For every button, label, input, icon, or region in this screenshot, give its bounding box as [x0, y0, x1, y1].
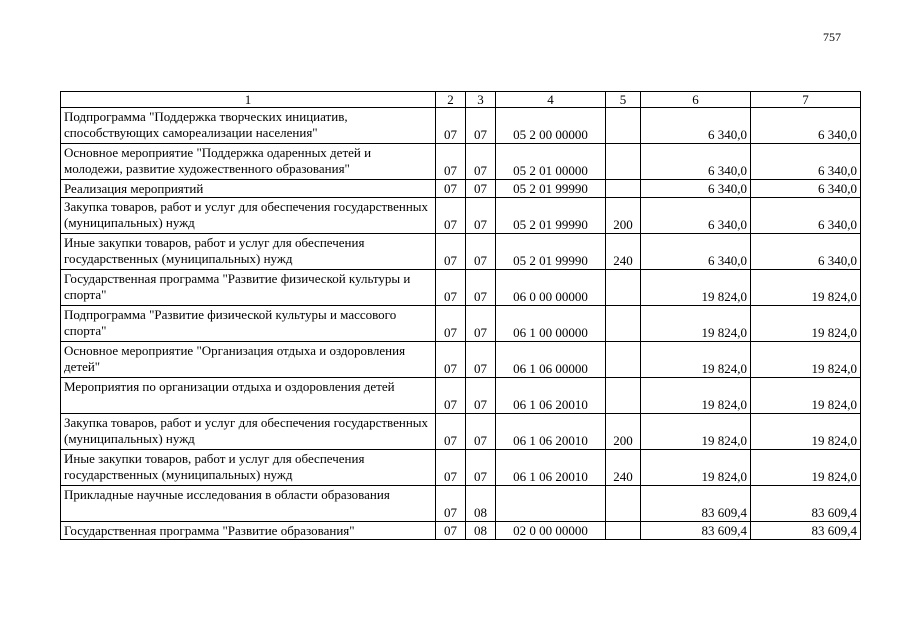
cell-amount-1: 6 340,0 [641, 180, 751, 198]
cell-section: 07 [436, 234, 466, 270]
table-row [61, 198, 861, 234]
column-header-expense-type: 5 [606, 92, 641, 108]
budget-table [60, 91, 861, 540]
cell-expense-type [606, 144, 641, 180]
cell-amount-2: 83 609,4 [751, 522, 861, 540]
cell-name: Подпрограмма "Развитие физической культуры и массового спорта" [61, 306, 436, 342]
cell-section: 07 [436, 306, 466, 342]
cell-amount-2: 19 824,0 [751, 378, 861, 414]
cell-expense-type: 200 [606, 414, 641, 450]
cell-target-article: 06 1 00 00000 [496, 306, 606, 342]
column-header-target-article: 4 [496, 92, 606, 108]
cell-target-article: 06 0 00 00000 [496, 270, 606, 306]
cell-name: Иные закупки товаров, работ и услуг для обеспечения государственных (муниципальных) нужд [61, 234, 436, 270]
table-row [61, 108, 861, 144]
column-header-name: 1 [61, 92, 436, 108]
page-number: 757 [823, 30, 841, 44]
table-row [61, 522, 861, 540]
cell-amount-2: 6 340,0 [751, 180, 861, 198]
cell-section: 07 [436, 144, 466, 180]
cell-subsection: 07 [466, 198, 496, 234]
cell-subsection: 07 [466, 306, 496, 342]
cell-expense-type [606, 270, 641, 306]
cell-subsection: 07 [466, 108, 496, 144]
cell-target-article: 05 2 01 00000 [496, 144, 606, 180]
cell-amount-2: 6 340,0 [751, 234, 861, 270]
cell-target-article: 06 1 06 00000 [496, 342, 606, 378]
table-row [61, 378, 861, 414]
cell-name: Основное мероприятие "Организация отдыха и оздоровления детей" [61, 342, 436, 378]
cell-expense-type [606, 342, 641, 378]
cell-target-article: 05 2 00 00000 [496, 108, 606, 144]
cell-name: Закупка товаров, работ и услуг для обеспечения государственных (муниципальных) нужд [61, 414, 436, 450]
cell-name: Государственная программа "Развитие образования" [61, 522, 436, 540]
cell-target-article: 05 2 01 99990 [496, 198, 606, 234]
cell-amount-1: 19 824,0 [641, 414, 751, 450]
cell-amount-1: 6 340,0 [641, 144, 751, 180]
cell-subsection: 07 [466, 342, 496, 378]
cell-subsection: 07 [466, 180, 496, 198]
cell-target-article: 05 2 01 99990 [496, 234, 606, 270]
cell-amount-2: 6 340,0 [751, 144, 861, 180]
cell-section: 07 [436, 486, 466, 522]
cell-amount-1: 6 340,0 [641, 108, 751, 144]
cell-name: Закупка товаров, работ и услуг для обеспечения государственных (муниципальных) нужд [61, 198, 436, 234]
cell-amount-2: 6 340,0 [751, 108, 861, 144]
cell-expense-type [606, 522, 641, 540]
cell-amount-1: 83 609,4 [641, 486, 751, 522]
cell-expense-type: 240 [606, 234, 641, 270]
table-row [61, 180, 861, 198]
cell-amount-2: 19 824,0 [751, 414, 861, 450]
table-header-row [61, 92, 861, 108]
cell-section: 07 [436, 450, 466, 486]
cell-amount-1: 19 824,0 [641, 270, 751, 306]
cell-target-article: 06 1 06 20010 [496, 414, 606, 450]
table-body [61, 108, 861, 540]
cell-subsection: 08 [466, 522, 496, 540]
cell-name: Основное мероприятие "Поддержка одаренных детей и молодежи, развитие художественного образования" [61, 144, 436, 180]
table-row [61, 414, 861, 450]
column-header-subsection: 3 [466, 92, 496, 108]
cell-target-article: 06 1 06 20010 [496, 378, 606, 414]
cell-subsection: 07 [466, 414, 496, 450]
cell-name: Реализация мероприятий [61, 180, 436, 198]
cell-section: 07 [436, 108, 466, 144]
cell-expense-type [606, 108, 641, 144]
table-row [61, 486, 861, 522]
cell-expense-type [606, 306, 641, 342]
cell-section: 07 [436, 180, 466, 198]
column-header-amount-1: 6 [641, 92, 751, 108]
cell-section: 07 [436, 414, 466, 450]
cell-amount-2: 19 824,0 [751, 306, 861, 342]
cell-amount-1: 19 824,0 [641, 378, 751, 414]
cell-amount-2: 6 340,0 [751, 198, 861, 234]
cell-target-article: 06 1 06 20010 [496, 450, 606, 486]
cell-name: Иные закупки товаров, работ и услуг для обеспечения государственных (муниципальных) нужд [61, 450, 436, 486]
table-row [61, 306, 861, 342]
cell-target-article [496, 486, 606, 522]
cell-expense-type: 200 [606, 198, 641, 234]
cell-expense-type [606, 180, 641, 198]
cell-section: 07 [436, 270, 466, 306]
cell-target-article: 05 2 01 99990 [496, 180, 606, 198]
cell-section: 07 [436, 378, 466, 414]
cell-amount-2: 19 824,0 [751, 342, 861, 378]
cell-amount-1: 19 824,0 [641, 342, 751, 378]
cell-section: 07 [436, 198, 466, 234]
cell-subsection: 07 [466, 234, 496, 270]
table-row [61, 270, 861, 306]
cell-section: 07 [436, 342, 466, 378]
cell-amount-2: 83 609,4 [751, 486, 861, 522]
table-row [61, 144, 861, 180]
cell-name: Государственная программа "Развитие физической культуры и спорта" [61, 270, 436, 306]
column-header-amount-2: 7 [751, 92, 861, 108]
cell-expense-type [606, 486, 641, 522]
cell-amount-1: 6 340,0 [641, 198, 751, 234]
column-header-section: 2 [436, 92, 466, 108]
table-row [61, 342, 861, 378]
cell-target-article: 02 0 00 00000 [496, 522, 606, 540]
cell-section: 07 [436, 522, 466, 540]
cell-amount-2: 19 824,0 [751, 450, 861, 486]
cell-amount-1: 19 824,0 [641, 450, 751, 486]
cell-subsection: 07 [466, 378, 496, 414]
cell-amount-2: 19 824,0 [751, 270, 861, 306]
cell-subsection: 07 [466, 144, 496, 180]
cell-amount-1: 83 609,4 [641, 522, 751, 540]
cell-amount-1: 6 340,0 [641, 234, 751, 270]
cell-expense-type: 240 [606, 450, 641, 486]
cell-subsection: 08 [466, 486, 496, 522]
cell-name: Мероприятия по организации отдыха и оздоровления детей [61, 378, 436, 414]
cell-subsection: 07 [466, 450, 496, 486]
cell-expense-type [606, 378, 641, 414]
cell-amount-1: 19 824,0 [641, 306, 751, 342]
cell-name: Прикладные научные исследования в области образования [61, 486, 436, 522]
cell-subsection: 07 [466, 270, 496, 306]
cell-name: Подпрограмма "Поддержка творческих инициатив, способствующих самореализации населения" [61, 108, 436, 144]
table-row [61, 450, 861, 486]
table-row [61, 234, 861, 270]
